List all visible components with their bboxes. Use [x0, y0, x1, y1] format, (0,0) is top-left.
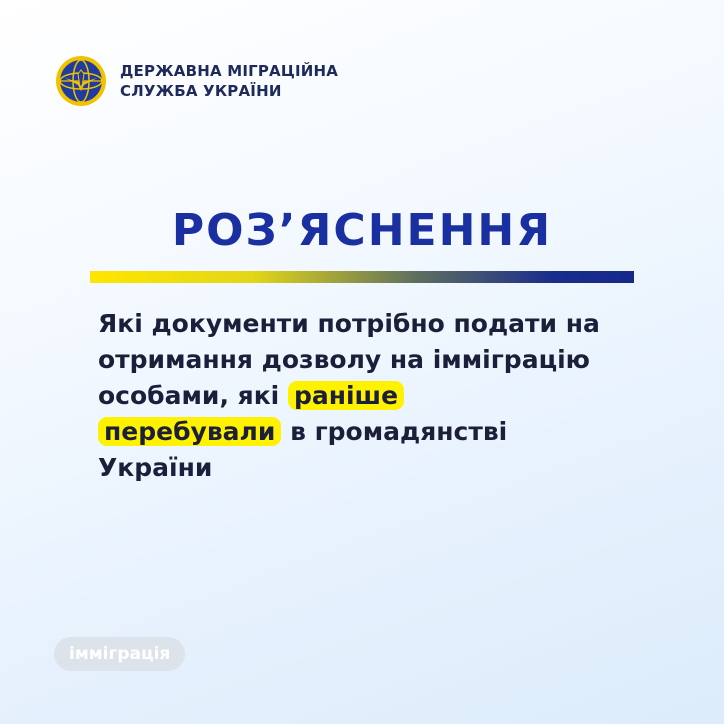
- question-part2: в громадянстві України: [98, 417, 508, 482]
- page-title: РОЗ’ЯСНЕННЯ: [171, 205, 553, 256]
- org-name-line2: СЛУЖБА УКРАЇНИ: [120, 82, 282, 100]
- gradient-divider: [90, 271, 634, 283]
- header: [54, 54, 338, 108]
- org-name: [120, 61, 338, 101]
- question-part1: Які документи потрібно подати на отримання дозволу на імміграцію особами, які: [98, 309, 600, 410]
- highlight-were: перебували: [98, 417, 281, 446]
- dmsu-emblem-icon: [54, 54, 108, 108]
- category-tag[interactable]: імміграція: [54, 637, 185, 671]
- highlight-earlier: раніше: [288, 381, 404, 410]
- question-text: [98, 306, 628, 486]
- org-name-line1: ДЕРЖАВНА МІГРАЦІЙНА: [120, 62, 339, 80]
